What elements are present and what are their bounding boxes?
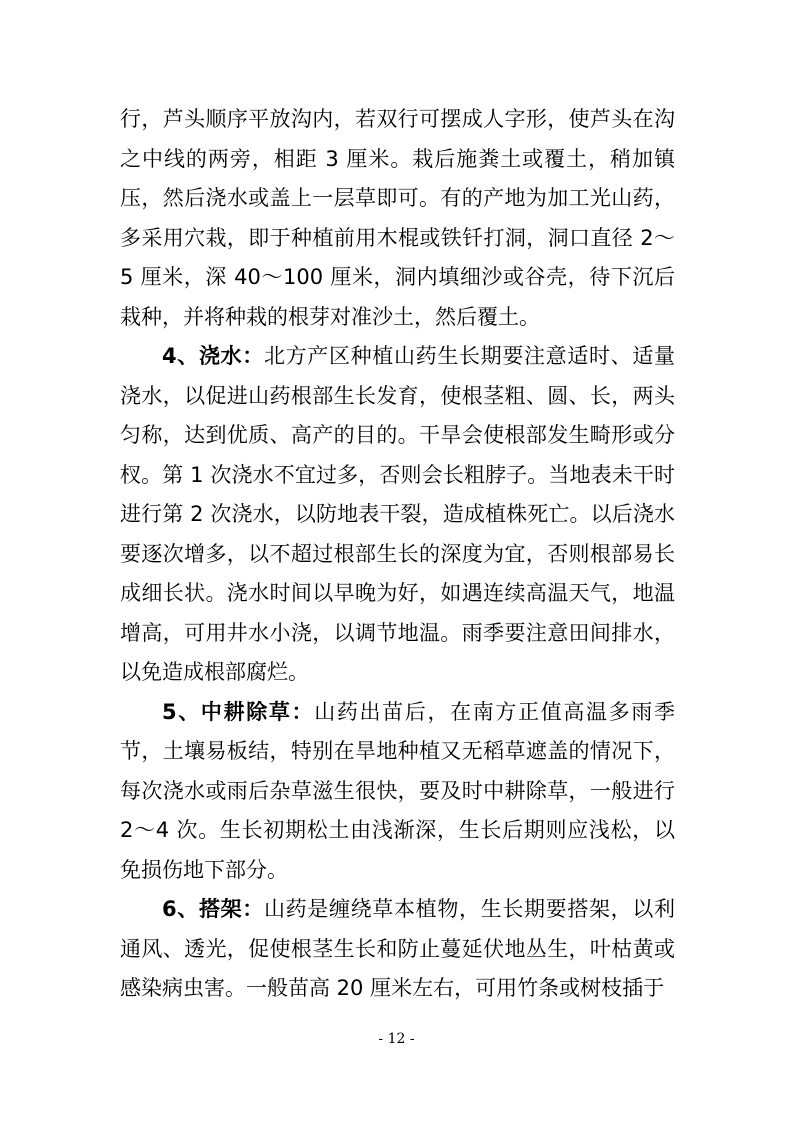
section-heading-trellis: 6、搭架：	[162, 897, 264, 921]
document-body	[120, 100, 675, 1009]
paragraph-trellis	[120, 890, 675, 1009]
paragraph-text: 山药出苗后，在南方正值高温多雨季节，土壤易板结，特别在旱地种植又无稻草遮盖的情况下，每次浇水或雨后杂草滋生很快，要及时中耕除草，一般进行 2～4 次。生长初期松土由浅渐深，生长后期则应浅松，以免损伤地下部分。	[120, 699, 675, 882]
paragraph-text: 行，芦头顺序平放沟内，若双行可摆成人字形，使芦头在沟之中线的两旁，相距 3 厘米。栽后施粪土或覆土，稍加镇压，然后浇水或盖上一层草即可。有的产地为加工光山药，多采用穴栽，即于种植前用木棍或铁钎打洞，洞口直径 2～5 厘米，深 40～100 厘米，洞内填细沙或谷壳，待下沉后栽种，并将种栽的根芽对准沙土，然后覆土。	[120, 107, 675, 329]
paragraph-text: 山药是缠绕草本植物，生长期要搭架，以利通风、透光，促使根茎生长和防止蔓延伏地丛生，叶枯黄或感染病虫害。一般苗高 20 厘米左右，可用竹条或树枝插于	[120, 897, 675, 1000]
section-heading-weeding: 5、中耕除草：	[162, 699, 315, 724]
paragraph-text: 北方产区种植山药生长期要注意适时、适量浇水，以促进山药根部生长发育，使根茎粗、圆、长，两头匀称，达到优质、高产的目的。干旱会使根部发生畸形或分杈。第 1 次浇水不宜过多，否则会长粗脖子。当地表未干时进行第 2 次浇水，以防地表干裂，造成植株死亡。以后浇水要逐次增多，以不超过根部生长的深度为宜，否则根部易长成细长状。浇水时间以早晚为好，如遇连续高温天气，地温增高，可用井水小浇，以调节地温。雨季要注意田间排水，以免造成根部腐烂。	[120, 344, 675, 684]
paragraph-watering	[120, 337, 675, 693]
page-number: - 12 -	[378, 1031, 415, 1047]
paragraph-weeding	[120, 693, 675, 891]
section-heading-watering: 4、浇水：	[162, 344, 264, 368]
paragraph-planting-continued	[120, 100, 675, 337]
